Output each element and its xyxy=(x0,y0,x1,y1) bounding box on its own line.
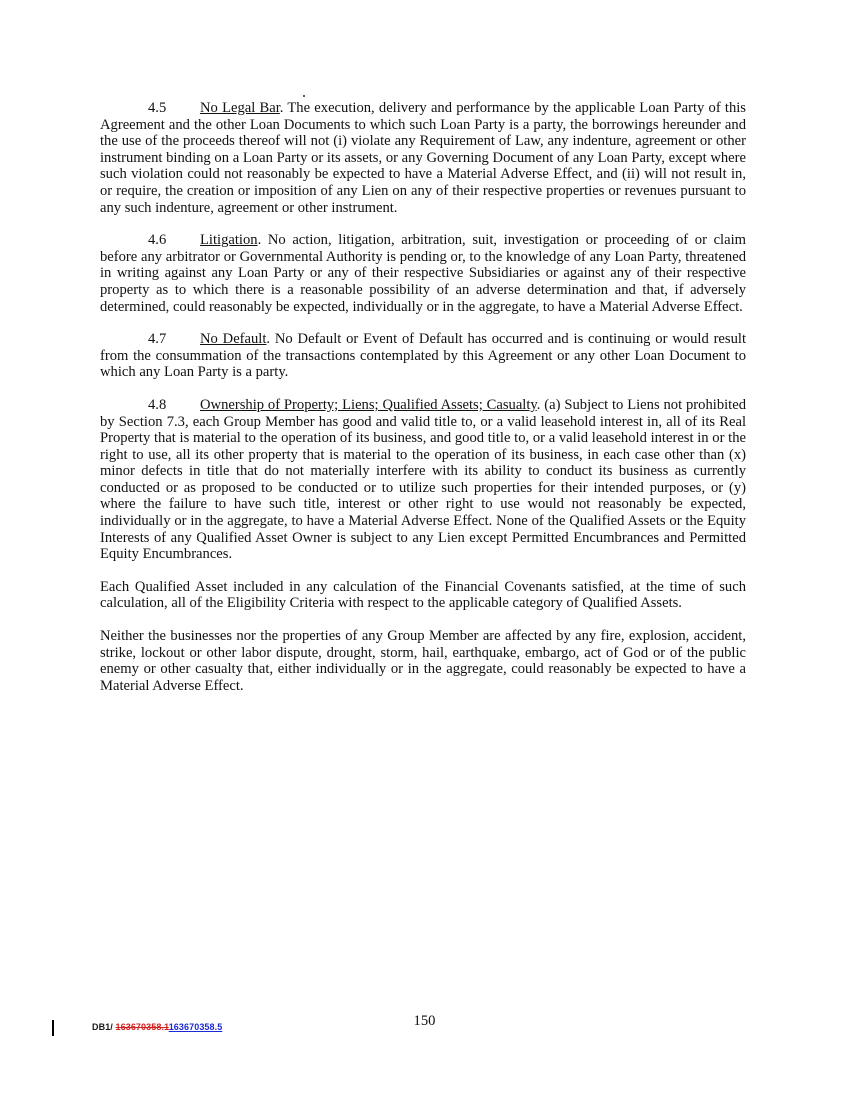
section-text: . (a) Subject to Liens not prohibited by Section 7.3, each Group Member has good and valid title to, or a valid leasehold interest in, all of its Real Property that is material to the operation of its business, and good title to, or a valid leasehold interest in or the right to use, all its other property that is material to the operation of its business, in each case other than (x) minor defects in title that do not materially interfere with its ability to conduct its business as currently conducted or as proposed to be conducted or to utilize such properties for their intended purposes, or (y) where the failure to have such title, interest or other right to use would not reasonably be expected, individually or in the aggregate, to have a Material Adverse Effect. None of the Qualified Assets or the Equity Interests of any Qualified Asset Owner is subject to any Lien except Permitted Encumbrances and Permitted Equity Encumbrances. xyxy=(100,396,746,563)
document-body xyxy=(100,100,746,694)
section-4-8 xyxy=(100,397,746,563)
section-heading: No Legal Bar xyxy=(200,100,280,116)
section-text: . No action, litigation, arbitration, suit, investigation or proceeding of or claim before any arbitrator or Governmental Authority is pending or, to the knowledge of any Loan Party, threatened in writing against any Loan Party or any of their respective Subsidiaries or against any of their respective property as to which there is a reasonable possibility of an adverse determination and that, if adversely determined, could reasonably be expected, individually or in the aggregate, to have a Material Adverse Effect. xyxy=(100,232,746,315)
document-id-deleted: 163670358.1 xyxy=(115,1022,169,1032)
stray-mark xyxy=(303,95,305,97)
section-heading: No Default xyxy=(200,331,267,348)
section-4-7 xyxy=(100,331,746,381)
section-heading: Litigation xyxy=(200,232,258,249)
section-text: . No Default or Event of Default has occurred and is continuing or would result from the consummation of the transactions contemplated by this Agreement or any other Loan Document to which any Loan Party is a party. xyxy=(100,331,746,381)
section-4-6 xyxy=(100,232,746,315)
section-text: . The execution, delivery and performance by the applicable Loan Party of this Agreement and the other Loan Documents to which such Loan Party is a party, the borrowings hereunder and the use of the proceeds thereof will not (i) violate any Requirement of Law, any indenture, agreement or other instrument binding on a Loan Party or its assets, or any Governing Document of any Loan Party, except where such violation could not reasonably be expected to have a Material Adverse Effect, and (ii) will not result in, or require, the creation or imposition of any Lien on any of their respective properties or revenues pursuant to any such indenture, agreement or other instrument. xyxy=(100,100,746,216)
casualty-paragraph: Neither the businesses nor the properties of any Group Member are affected by any fire, explosion, accident, strike, lockout or other labor dispute, drought, storm, hail, earthquake, embargo, act of God or of the public enemy or other casualty that, either individually or in the aggregate, could reasonably be expected to have a Material Adverse Effect. xyxy=(100,628,746,694)
qualified-asset-paragraph: Each Qualified Asset included in any calculation of the Financial Covenants satisfied, at the time of such calculation, all of the Eligibility Criteria with respect to the applicable category of Qualified Assets. xyxy=(100,578,746,612)
section-number: 4.8 xyxy=(148,396,167,413)
document-id-inserted: 163670358.5 xyxy=(168,1022,223,1032)
page-number: 150 xyxy=(413,1013,436,1029)
section-number: 4.5 xyxy=(148,100,167,116)
section-number: 4.7 xyxy=(148,331,167,348)
section-4-5 xyxy=(100,100,746,216)
section-heading: Ownership of Property; Liens; Qualified Assets; Casualty xyxy=(200,396,537,413)
section-number: 4.6 xyxy=(148,232,167,249)
document-id-prefix: DB1/ xyxy=(92,1022,116,1032)
